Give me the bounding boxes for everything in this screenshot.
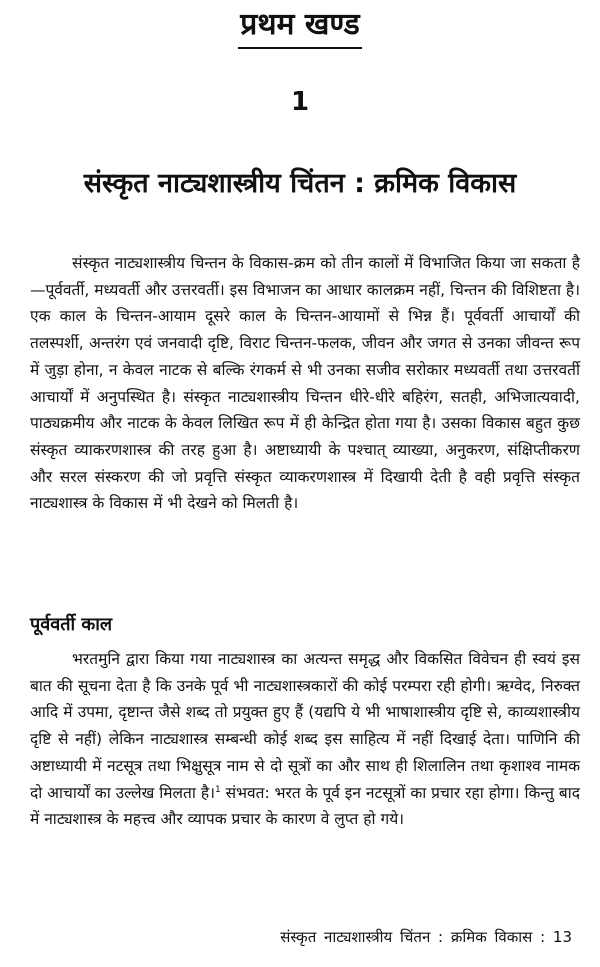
chapter-title: संस्कृत नाट्यशास्त्रीय चिंतन : क्रमिक विकास xyxy=(83,168,517,199)
part-title-text: प्रथम खण्ड xyxy=(238,6,361,49)
paragraph-2-text-end: संभवत: भरत के पूर्व इन नटसूत्रों का प्रचार रहा होगा। किन्तु बाद में नाट्यशास्त्र के महत्त्व और व्यापक प्रचार के कारण वे लुप्त हो गये। xyxy=(30,783,580,829)
running-footer: संस्कृत नाट्यशास्त्रीय चिंतन : क्रमिक विकास : 13 xyxy=(280,928,572,946)
chapter-number: 1 xyxy=(290,87,310,117)
footnote-marker[interactable]: 1 xyxy=(214,784,221,795)
section-heading: पूर्ववर्ती काल xyxy=(30,614,113,635)
paragraph-2-text-start: भरतमुनि द्वारा किया गया नाट्यशास्त्र का अत्यन्त समृद्ध और विकसित विवेचन ही स्वयं इस बात की सूचना देता है कि उनके पूर्व भी नाट्यशास्त्रकारों की कोई परम्परा रही होगी। ऋग्वेद, निरुक्त आदि में उपमा, दृष्टान्त जैसे शब्द तो प्रयुक्त हुए हैं (यद्यपि ये भी भाषाशास्त्रीय दृष्टि से, काव्यशास्त्रीय दृष्टि से नहीं) लेकिन नाट्यशास्त्र सम्बन्धी कोई शब्द इस साहित्य में नहीं दिखाई देता। पाणिनि की अष्टाध्यायी में नटसूत्र तथा भिक्षुसूत्र नाम से दो सूत्रों का और साथ ही शिलालिन तथा कृशाश्व नामक दो आचार्यों का उल्लेख मिलता है। xyxy=(30,650,580,802)
part-title xyxy=(0,6,600,49)
body-paragraph-2 xyxy=(30,646,580,833)
body-paragraph-1: संस्कृत नाट्यशास्त्रीय चिन्तन के विकास-क्रम को तीन कालों में विभाजित किया जा सकता है—पूर्ववर्ती, मध्यवर्ती और उत्तरवर्ती। इस विभाजन का आधार कालक्रम नहीं, चिन्तन की विशिष्टता है। एक काल के चिन्तन-आयाम दूसरे काल के चिन्तन-आयामों से भिन्न हैं। पूर्ववर्ती आचार्यों की तलस्पर्शी, अन्तरंग एवं जनवादी दृष्टि, विराट चिन्तन-फलक, जीवन और जगत से उनका जीवन्त रूप में जुड़ा होना, न केवल नाटक से बल्कि रंगकर्म से भी उनका सजीव सरोकार मध्यवर्ती तथा उत्तरवर्ती आचार्यों में अनुपस्थित है। संस्कृत नाट्यशास्त्रीय चिन्तन धीरे-धीरे बहिरंग, सतही, अभिजात्यवादी, पाठ्यक्रमीय और नाटक के केवल लिखित रूप में ही केन्द्रित होता गया है। उसका विकास बहुत कुछ संस्कृत व्याकरणशास्त्र की तरह हुआ है। अष्टाध्यायी के पश्चात् व्याख्या, अनुकरण, संक्षिप्तीकरण और सरल संस्करण की जो प्रवृत्ति संस्कृत व्याकरणशास्त्र में दिखायी देती है वही प्रवृत्ति संस्कृत नाट्यशास्त्र के विकास में भी देखने को मिलती है। xyxy=(30,254,580,513)
